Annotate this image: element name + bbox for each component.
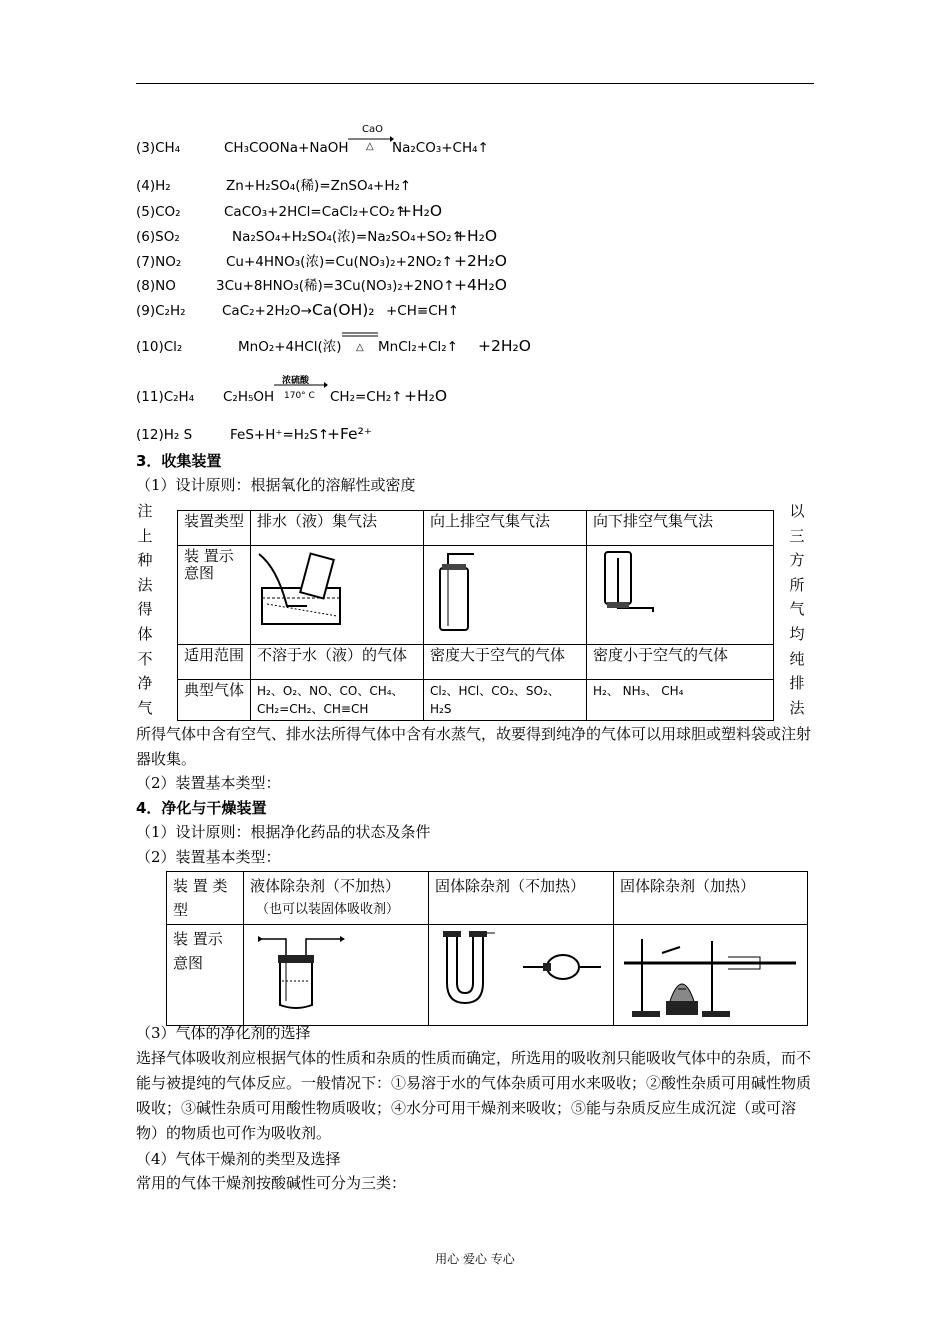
table-cell: H₂、 NH₃、 CH₄ [587, 680, 774, 721]
table-header-cell: 排水（液）集气法 [251, 511, 424, 546]
eq-condition-top: CaO [362, 124, 383, 135]
section4-sub4: （4）气体干燥剂的类型及选择 [136, 1150, 341, 1168]
note-char: 得 [137, 600, 153, 619]
note-char: 不 [137, 649, 153, 668]
eq-tail: +H₂O [454, 227, 498, 245]
left-wrapped-note [136, 499, 154, 720]
eq-text2: +CH≡CH↑ [386, 303, 460, 319]
table-cell: 不溶于水（液）的气体 [251, 645, 424, 680]
water-displacement-apparatus-icon [257, 548, 347, 628]
eq-label: (8)NO [136, 278, 176, 294]
section4-para3: 选择气体吸收剂应根据气体的性质和杂质的性质而确定，所选用的吸收剂只能吸收气体中的杂质，而不能与被提纯的气体反应。一般情况下：①易溶于水的气体杂质可用水来吸收；②酸性杂质可用碱性物质吸收；③碱性杂质可用酸性物质吸收；④水分可用干燥剂来吸收；⑤能与杂质反应生成沉淀（或可溶物）的物质也可作为吸收剂。 [136, 1049, 812, 1142]
table-header-cell: 固体除杂剂（不加热） [429, 872, 614, 925]
eq-products: Na₂CO₃+CH₄↑ [392, 140, 489, 156]
eq-condition-bottom: 170° C [284, 391, 315, 401]
note-char: 体 [137, 624, 153, 643]
eq-condition-bottom: △ [356, 342, 364, 353]
wash-bottle-icon [250, 927, 370, 1015]
section3-after-text: 所得气体中含有空气、排水法所得气体中含有水蒸气，故要得到纯净的气体可以用球胆或塑料袋或注射器收集。 [136, 725, 812, 768]
note-char: 注 [137, 502, 153, 520]
table-header-cell: 装置类型 [178, 511, 251, 546]
reaction-arrow-icon [348, 135, 394, 143]
eq-label: (9)C₂H₂ [136, 303, 186, 319]
note-char: 法 [137, 575, 153, 594]
diagram-cell [244, 925, 429, 1026]
section4-para4: 常用的气体干燥剂按酸碱性可分为三类： [136, 1174, 407, 1192]
table-row-label: 装 置示意图 [167, 925, 244, 1026]
note-char: 排 [789, 674, 805, 693]
note-char: 种 [137, 551, 153, 570]
section3-basic-types: （2）装置基本类型： [136, 774, 281, 792]
eq-label: (3)CH₄ [136, 140, 181, 156]
purification-table [166, 871, 808, 1026]
eq-condition-bottom: △ [366, 141, 374, 152]
eq-tail: +2H₂O [454, 252, 507, 270]
table-header-cell: 向上排空气集气法 [424, 511, 587, 546]
diagram-cell [424, 546, 587, 645]
eq-tail: +H₂O [399, 202, 443, 220]
note-char: 气 [137, 698, 153, 717]
note-char: 均 [789, 624, 805, 643]
eq-text: Cu+4HNO₃(浓)=Cu(NO₃)₂+2NO₂↑ [226, 254, 453, 270]
reaction-arrow-icon [274, 381, 328, 389]
note-char: 所 [789, 575, 805, 594]
eq-text: CaC₂+2H₂O→ [222, 303, 312, 319]
eq-products: CH₂=CH₂↑ [330, 389, 403, 405]
table-cell: 密度大于空气的气体 [424, 645, 587, 680]
section3-principle: （1）设计原则：根据氧化的溶解性或密度 [136, 476, 416, 494]
table-row-label: 典型气体 [178, 680, 251, 721]
eq-text: 3Cu+8HNO₃(稀)=3Cu(NO₃)₂+2NO↑ [216, 278, 455, 294]
eq-label: (4)H₂ [136, 178, 171, 194]
note-char: 方 [789, 551, 805, 570]
eq-label: (6)SO₂ [136, 229, 180, 245]
eq-tail: +H₂O [404, 387, 448, 405]
header-rule [136, 83, 814, 84]
upward-air-displacement-icon [430, 548, 490, 638]
note-char: 纯 [789, 649, 805, 668]
eq-products: MnCl₂+Cl₂↑ [378, 339, 459, 355]
note-char: 以 [789, 502, 805, 520]
section4-principle: （1）设计原则：根据净化药品的状态及条件 [136, 823, 431, 841]
table-cell: 密度小于空气的气体 [587, 645, 774, 680]
eq-label: (12)H₂ S [136, 427, 193, 443]
diagram-cell [429, 925, 614, 1026]
eq-reactants: MnO₂+4HCl(浓) [238, 339, 342, 355]
eq-label: (10)Cl₂ [136, 339, 183, 355]
downward-air-displacement-icon [593, 548, 663, 628]
page-footer: 用心 爱心 专心 [435, 1252, 515, 1266]
diagram-cell [587, 546, 774, 645]
table-cell: Cl₂、HCl、CO₂、SO₂、H₂S [424, 680, 587, 721]
eq-text: FeS+H⁺=H₂S↑ [230, 427, 330, 443]
note-char: 净 [137, 674, 153, 693]
equals-double-line-icon [342, 332, 378, 338]
col1-title: 液体除杂剂（不加热） [250, 877, 401, 895]
section3-heading: 3．收集装置 [136, 452, 222, 470]
table-header-cell: 向下排空气集气法 [587, 511, 774, 546]
eq-text: CaCO₃+2HCl=CaCl₂+CO₂↑ [224, 204, 407, 220]
table-header-cell: 装 置 类型 [167, 872, 244, 925]
section4-basic-types: （2）装置基本类型： [136, 848, 281, 866]
right-wrapped-note [788, 499, 806, 720]
eq-label: (5)CO₂ [136, 204, 181, 220]
note-char: 三 [789, 526, 805, 545]
u-tube-and-drying-tube-icon [435, 927, 607, 1015]
eq-text: Zn+H₂SO₄(稀)=ZnSO₄+H₂↑ [226, 178, 412, 194]
table-cell: H₂、O₂、NO、CO、CH₄、CH₂=CH₂、CH≡CH [251, 680, 424, 721]
table-row-label: 适用范围 [178, 645, 251, 680]
diagram-cell [251, 546, 424, 645]
eq-label: (7)NO₂ [136, 254, 182, 270]
table-header-cell: 固体除杂剂（加热） [614, 872, 808, 925]
eq-condition-top: 浓硫酸 [282, 376, 310, 386]
collection-table [177, 510, 774, 721]
col1-subtitle: （也可以装固体吸收剂） [256, 902, 400, 917]
eq-reactants: C₂H₅OH [223, 389, 275, 405]
section4-heading: 4．净化与干燥装置 [136, 799, 267, 817]
table-row-label: 装 置示意图 [178, 546, 251, 645]
section4-sub3: （3）气体的净化剂的选择 [136, 1024, 311, 1042]
heated-tube-apparatus-icon [620, 927, 800, 1019]
eq-reactants: CH₃COONa+NaOH [224, 140, 349, 156]
eq-label: (11)C₂H₄ [136, 389, 195, 405]
eq-tail: +4H₂O [454, 276, 507, 294]
note-char: 上 [137, 526, 153, 545]
table-header-cell [244, 872, 429, 925]
eq-tail: +2H₂O [478, 337, 531, 355]
note-char: 气 [789, 600, 805, 619]
eq-text: Na₂SO₄+H₂SO₄(浓)=Na₂SO₄+SO₂↑ [232, 229, 463, 245]
diagram-cell [614, 925, 808, 1026]
note-char: 法 [789, 698, 805, 717]
eq-tail: +Fe²⁺ [327, 425, 372, 443]
eq-mid: Ca(OH)₂ [312, 301, 375, 319]
